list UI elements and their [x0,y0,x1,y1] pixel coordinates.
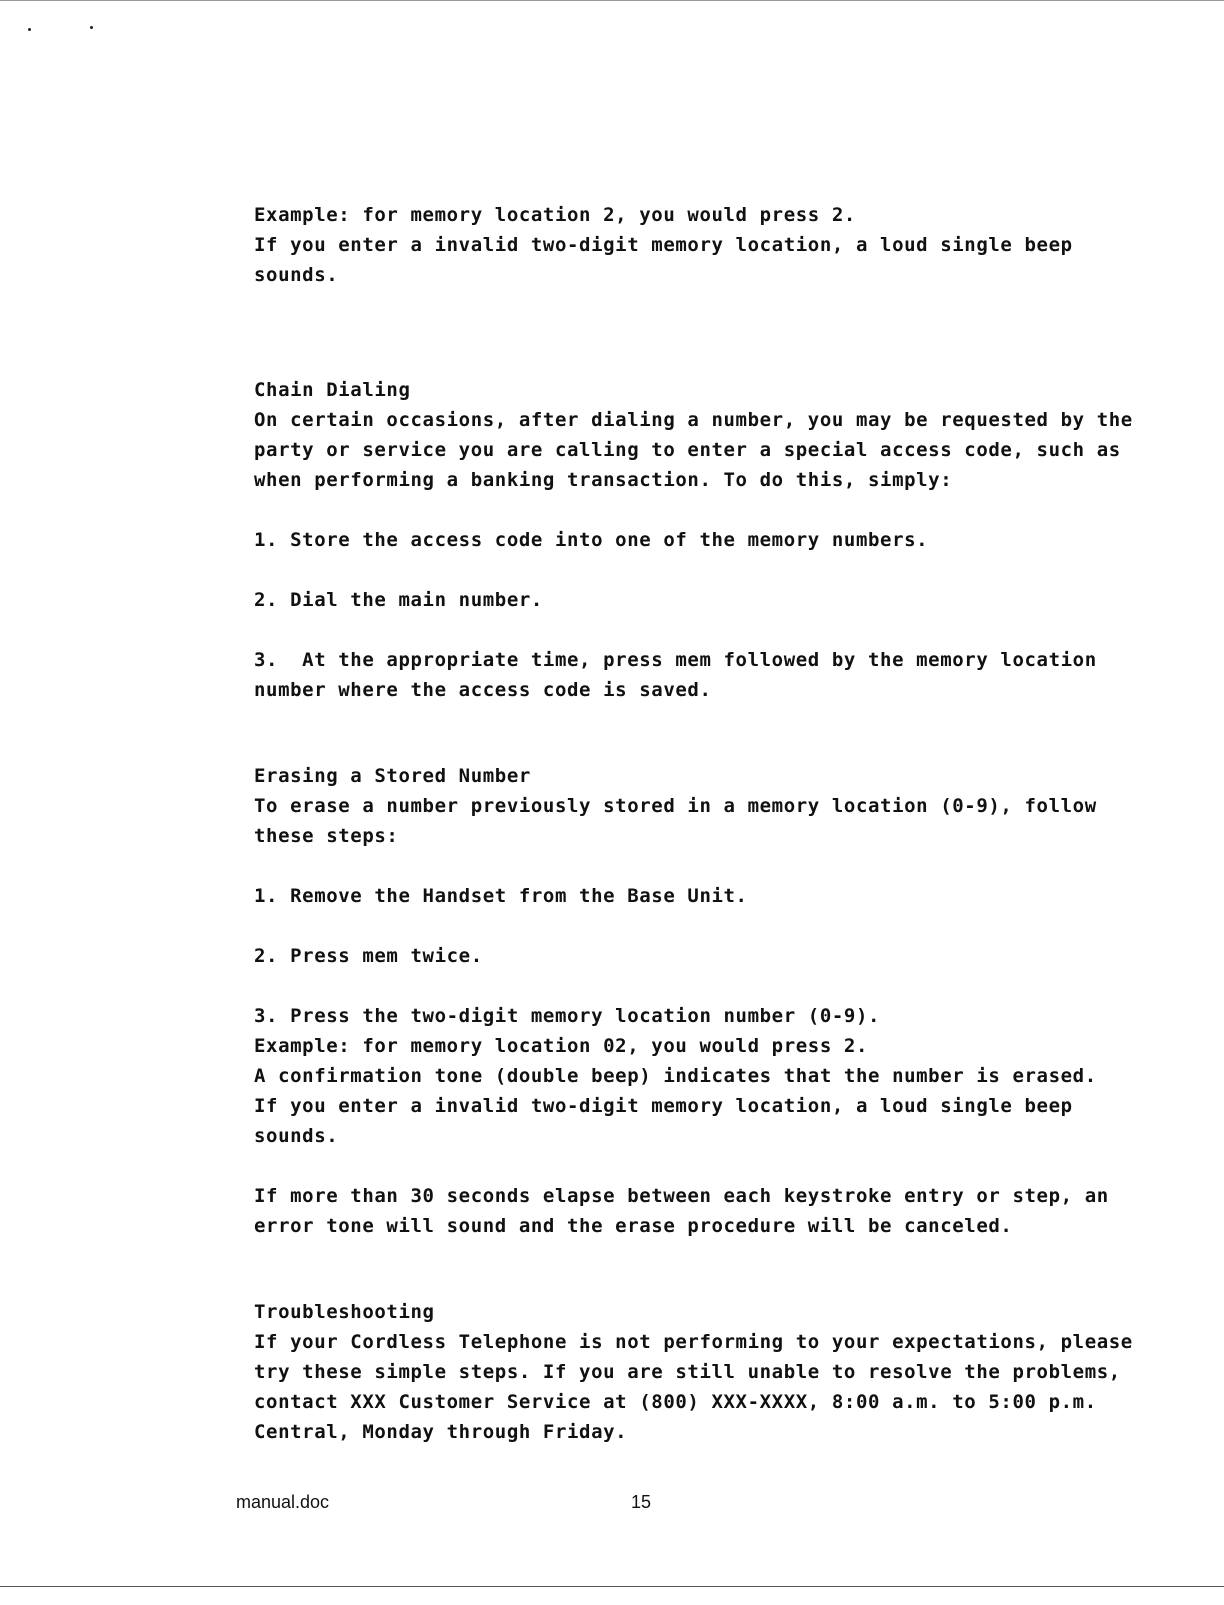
paragraph-line: try these simple steps. If you are still unable to resolve the problems, [254,1361,1121,1383]
step-item-continued: Example: for memory location 02, you would press 2. [254,1035,868,1057]
scan-edge-bottom [0,1586,1224,1587]
paragraph-line: these steps: [254,825,399,847]
paragraph-line: If more than 30 seconds elapse between each keystroke entry or step, an [254,1185,1109,1207]
scan-edge-top [0,0,1224,1]
step-item: 2. Press mem twice. [254,945,483,967]
paragraph-line: when performing a banking transaction. To do this, simply: [254,469,953,491]
paragraph-line: If your Cordless Telephone is not performing to your expectations, please [254,1331,1133,1353]
paragraph-line: Central, Monday through Friday. [254,1421,628,1443]
footer-page-number: 15 [631,1492,652,1512]
section-heading-chain-dialing: Chain Dialing [254,379,411,401]
intro-line: Example: for memory location 2, you would press 2. [254,204,856,226]
intro-line: sounds. [254,264,339,286]
document-body [254,200,1133,1447]
step-item: 3. At the appropriate time, press mem followed by the memory location [254,649,1097,671]
step-item: 1. Remove the Handset from the Base Unit. [254,885,748,907]
paragraph-line: To erase a number previously stored in a memory location (0-9), follow [254,795,1097,817]
step-item: 3. Press the two-digit memory location number (0-9). [254,1005,881,1027]
section-heading-troubleshooting: Troubleshooting [254,1301,435,1323]
scan-speck [90,26,93,29]
paragraph-line: error tone will sound and the erase procedure will be canceled. [254,1215,1013,1237]
step-item-continued: If you enter a invalid two-digit memory location, a loud single beep [254,1095,1073,1117]
footer-filename: manual.doc [236,1492,330,1512]
scan-speck [28,28,31,31]
paragraph-line: contact XXX Customer Service at (800) XXX-XXXX, 8:00 a.m. to 5:00 p.m. [254,1391,1097,1413]
paragraph-line: On certain occasions, after dialing a number, you may be requested by the [254,409,1133,431]
intro-line: If you enter a invalid two-digit memory location, a loud single beep [254,234,1073,256]
step-item-continued: A confirmation tone (double beep) indicates that the number is erased. [254,1065,1097,1087]
paragraph-line: party or service you are calling to enter a special access code, such as [254,439,1121,461]
step-item-continued: sounds. [254,1125,339,1147]
section-heading-erasing: Erasing a Stored Number [254,765,531,787]
step-item-continued: number where the access code is saved. [254,679,712,701]
step-item: 2. Dial the main number. [254,589,543,611]
step-item: 1. Store the access code into one of the memory numbers. [254,529,929,551]
